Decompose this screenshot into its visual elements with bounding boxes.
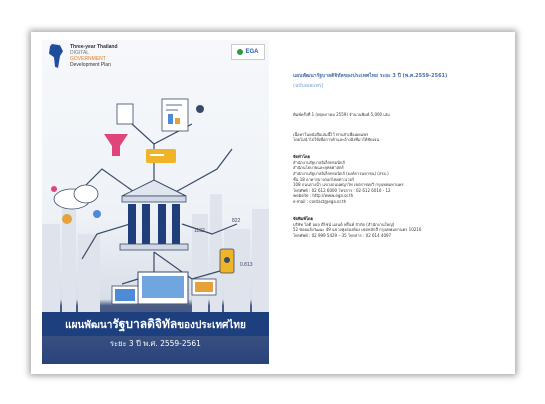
printer-line: บริษัท ไอดี ออล ดีไซน์ แอนด์ พริ้นท์ จำกัด (สำนักงานใหญ่) <box>293 221 395 227</box>
brand-line-2: DIGITAL <box>70 50 90 56</box>
cover-title-post: ของประเทศไทย <box>177 320 246 331</box>
page-title: แผนพัฒนารัฐบาลดิจิทัลของประเทศไทย ระยะ 3 ปี (พ.ศ.2559-2561) <box>293 73 448 79</box>
brand-line-1: Three-year Thailand <box>70 44 118 50</box>
publisher-line: โทรศัพท์ : 02 612 6000 โทรสาร : 02 612 6010 - 12 <box>293 187 391 193</box>
publisher-heading: จัดทำโดย <box>293 153 310 159</box>
imprint-page <box>293 72 503 238</box>
publisher-email: e-mail : contact@ega.or.th <box>293 198 347 204</box>
cover-title <box>42 312 269 336</box>
ega-logo-text: EGA <box>245 49 259 55</box>
chart-number-3: 0.813 <box>240 262 253 268</box>
brand-line-3: GOVERNMENT <box>70 56 106 62</box>
printer-heading: จัดพิมพ์โดย <box>293 215 313 221</box>
publisher-line: ชั้น 18 อาคารบางกอกไทยทาวเวอร์ <box>293 176 355 182</box>
document-spread <box>31 32 515 374</box>
ega-logo <box>231 44 265 60</box>
book-cover <box>42 40 269 364</box>
printer-line: โทรศัพท์ : 02 999 5429 – 35 โทรสาร : 02 614 4097 <box>293 232 392 238</box>
cover-illustration <box>42 74 269 312</box>
publisher-line: สำนักงานรัฐบาลอิเล็กทรอนิกส์ (องค์การมหาชน) (สรอ.) <box>293 170 389 176</box>
chart-number-1: 1132 <box>194 228 205 234</box>
publisher-line: สำนักนโยบายและยุทธศาสตร์ <box>293 165 344 171</box>
cover-title-pre: แผนพัฒนา <box>65 320 113 331</box>
cover-title-main: รัฐบาลดิจิทัล <box>112 317 178 331</box>
thailand-map-icon <box>46 44 66 68</box>
note-line-2: โดยไม่นำไปใช้เพื่อการค้าและอ้างอิงที่มาให้ชัดเจน <box>293 137 380 143</box>
note-line-1: เนื้อหาในหนังสือเล่มนี้ไว้ ท่านจำเพื่อเผยแพร่ <box>293 131 368 137</box>
publisher-line: สำนักงานรัฐบาลอิเล็กทรอนิกส์ <box>293 159 345 165</box>
cover-term: ระยะ 3 ปี พ.ศ. 2559-2561 <box>110 339 201 348</box>
brand-line-4: Development Plan <box>70 62 111 68</box>
ega-logo-icon <box>237 49 243 55</box>
cover-brand <box>46 44 118 68</box>
chart-number-2: 822 <box>232 218 241 224</box>
publisher-line: 108 ถนนรางน้ำ แขวงถนนพญาไท เขตราชเทวี กรุงเทพมหานคร <box>293 182 404 188</box>
printer-line: 52 ซอยแจ้งวัฒนะ 49 แขวงทุ่งสองห้อง เขตหลักสี่ กรุงเทพมหานคร 10210 <box>293 227 422 233</box>
page-subtitle: (ฉบับเผยแพร่) <box>293 83 324 89</box>
print-info: พิมพ์ครั้งที่ 1 (พฤษภาคม 2559) จำนวนพิมพ์ 5,000 เล่ม <box>293 112 390 117</box>
publisher-website: website : http://www.ega.or.th <box>293 193 354 199</box>
